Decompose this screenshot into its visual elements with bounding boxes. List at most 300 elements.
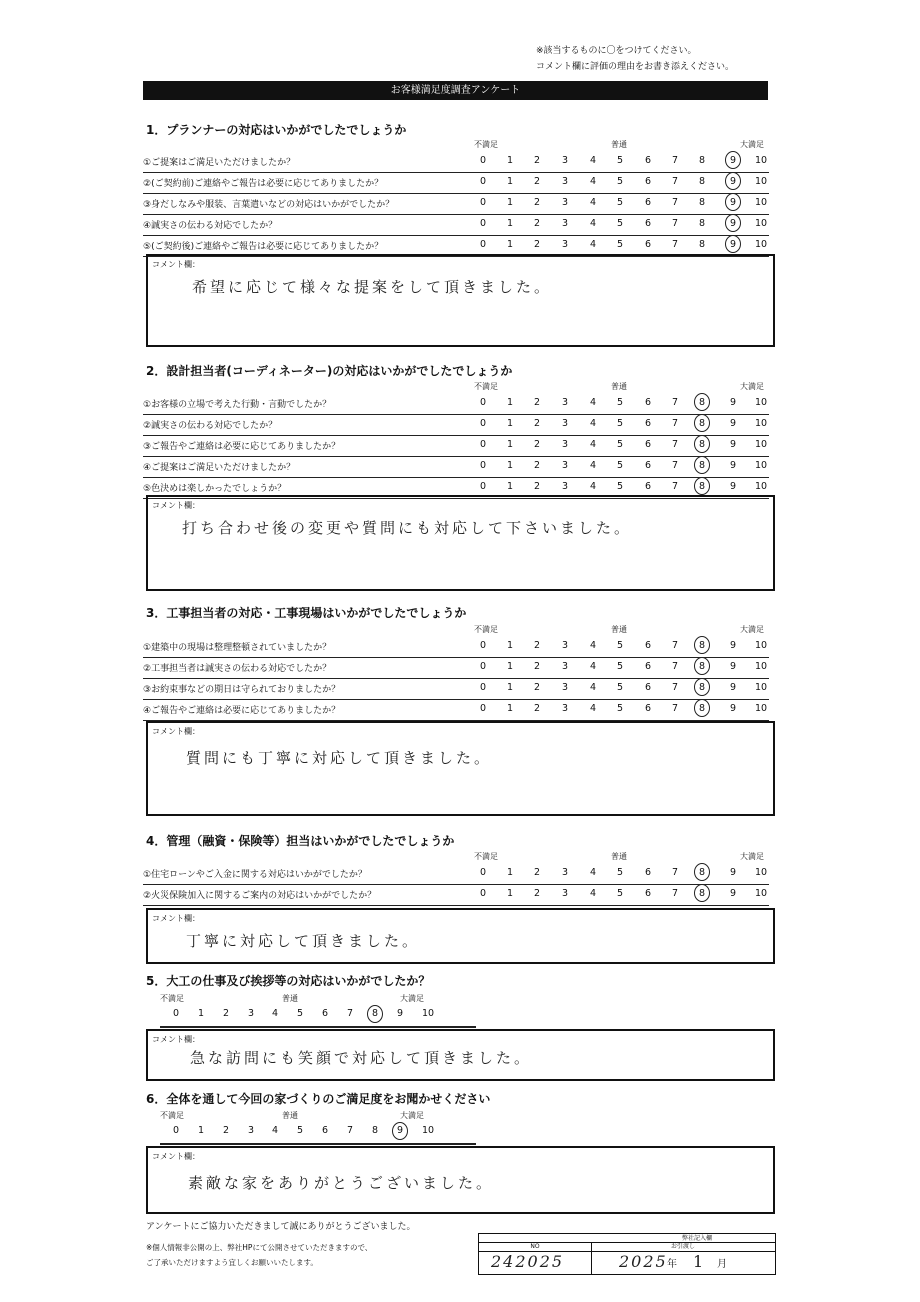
scale-option-1[interactable]: 1 [197, 1008, 205, 1019]
scale-option-7[interactable]: 7 [671, 460, 679, 471]
scale-option-8[interactable]: 8 [698, 661, 706, 672]
scale-option-7[interactable]: 7 [671, 176, 679, 187]
scale-label-high: 大満足 [400, 1111, 424, 1120]
selected-circle [694, 636, 710, 654]
scale-option-9[interactable]: 9 [729, 218, 737, 229]
scale-option-3[interactable]: 3 [561, 481, 569, 492]
scale-label-low: 不満足 [160, 994, 184, 1003]
scale-option-1[interactable]: 1 [506, 888, 514, 899]
scale-option-10[interactable]: 10 [754, 418, 768, 429]
year-value: 2025 [619, 1252, 668, 1271]
scale-option-10[interactable]: 10 [754, 197, 768, 208]
scale-label-high: 大満足 [740, 625, 764, 634]
scale-option-0[interactable]: 0 [479, 888, 487, 899]
scale-option-10[interactable]: 10 [754, 460, 768, 471]
selected-circle [694, 884, 710, 902]
comment-text: 打ち合わせ後の変更や質問にも対応して下さいました。 [182, 519, 633, 537]
scale-option-3[interactable]: 3 [561, 176, 569, 187]
selected-circle [694, 657, 710, 675]
question-label: ②火災保険加入に関するご案内の対応はいかがでしたか？ [143, 891, 377, 901]
scale-option-0[interactable]: 0 [479, 703, 487, 714]
scale-option-5[interactable]: 5 [616, 640, 624, 651]
scale-option-6[interactable]: 6 [644, 661, 652, 672]
scale-option-2[interactable]: 2 [533, 155, 541, 166]
selected-circle [367, 1005, 383, 1023]
scale-option-7[interactable]: 7 [671, 703, 679, 714]
scale-option-9[interactable]: 9 [729, 481, 737, 492]
selected-circle [392, 1122, 408, 1140]
scale-option-0[interactable]: 0 [479, 867, 487, 878]
question-label: ①ご提案はご満足いただけましたか？ [143, 158, 296, 168]
question-label: ③ご報告やご連絡は必要に応じてありましたか？ [143, 442, 341, 452]
comment-text: 希望に応じて様々な提案をして頂きました。 [192, 278, 553, 296]
scale-option-6[interactable]: 6 [644, 682, 652, 693]
comment-label: コメント欄： [152, 1035, 200, 1044]
scale-option-4[interactable]: 4 [589, 439, 597, 450]
scale-option-3[interactable]: 3 [561, 155, 569, 166]
scale-option-8[interactable]: 8 [698, 218, 706, 229]
scale-option-1[interactable]: 1 [506, 640, 514, 651]
scale-option-7[interactable]: 7 [671, 155, 679, 166]
scale-option-2[interactable]: 2 [533, 176, 541, 187]
scale-option-1[interactable]: 1 [506, 397, 514, 408]
scale-option-7[interactable]: 7 [671, 888, 679, 899]
scale-option-1[interactable]: 1 [506, 439, 514, 450]
scale-option-4[interactable]: 4 [589, 640, 597, 651]
scale-option-1[interactable]: 1 [506, 176, 514, 187]
scale-option-3[interactable]: 3 [561, 218, 569, 229]
scale-option-4[interactable]: 4 [589, 218, 597, 229]
section-overall-comment-box[interactable] [146, 1146, 775, 1214]
scale-option-7[interactable]: 7 [346, 1008, 354, 1019]
scale-option-5[interactable]: 5 [296, 1125, 304, 1136]
scale-option-6[interactable]: 6 [644, 218, 652, 229]
scale-option-0[interactable]: 0 [479, 460, 487, 471]
question-label: ③お約束事などの期日は守られておりましたか？ [143, 685, 341, 695]
question-row [143, 414, 769, 436]
selected-circle [725, 151, 741, 169]
scale-option-5[interactable]: 5 [616, 703, 624, 714]
footer-thanks: アンケートにご協力いただきまして誠にありがとうございました。 [146, 1222, 416, 1232]
scale-option-5[interactable]: 5 [616, 888, 624, 899]
scale-option-1[interactable]: 1 [506, 703, 514, 714]
comment-box[interactable] [146, 495, 775, 591]
scale-option-3[interactable]: 3 [561, 239, 569, 250]
scale-option-6[interactable]: 6 [644, 239, 652, 250]
scale-option-2[interactable]: 2 [533, 218, 541, 229]
scale-option-7[interactable]: 7 [346, 1125, 354, 1136]
question-row [143, 699, 769, 721]
question-label: ⑤色決めは楽しかったでしょうか？ [143, 484, 287, 494]
scale-option-9[interactable]: 9 [729, 867, 737, 878]
scale-option-4[interactable]: 4 [589, 661, 597, 672]
scale-option-8[interactable]: 8 [698, 867, 706, 878]
scale-option-8[interactable]: 8 [698, 418, 706, 429]
scale-option-9[interactable]: 9 [729, 197, 737, 208]
scale-option-6[interactable]: 6 [644, 460, 652, 471]
scale-option-4[interactable]: 4 [589, 418, 597, 429]
scale-option-8[interactable]: 8 [698, 460, 706, 471]
comment-label: コメント欄： [152, 1152, 200, 1161]
comment-label: コメント欄： [152, 501, 200, 510]
scale-label-mid: 普通 [611, 382, 627, 391]
scale-option-10[interactable]: 10 [754, 239, 768, 250]
scale-option-9[interactable]: 9 [729, 397, 737, 408]
selected-circle [694, 414, 710, 432]
scale-option-6[interactable]: 6 [321, 1125, 329, 1136]
selected-circle [694, 863, 710, 881]
scale-option-3[interactable]: 3 [247, 1008, 255, 1019]
scale-option-7[interactable]: 7 [671, 682, 679, 693]
scale-option-10[interactable]: 10 [421, 1125, 435, 1136]
question-label: ②誠実さの伝わる対応でしたか？ [143, 421, 278, 431]
scale-label-low: 不満足 [160, 1111, 184, 1120]
question-label: ①建築中の現場は整理整頓されていましたか？ [143, 643, 332, 653]
scale-option-7[interactable]: 7 [671, 239, 679, 250]
notice-line-1: ※該当するものに〇をつけてください。 [536, 46, 697, 56]
scale-option-10[interactable]: 10 [754, 867, 768, 878]
scale-option-9[interactable]: 9 [729, 439, 737, 450]
scale-option-8[interactable]: 8 [698, 176, 706, 187]
scale-label-high: 大満足 [740, 852, 764, 861]
scale-option-4[interactable]: 4 [589, 155, 597, 166]
scale-option-6[interactable]: 6 [644, 397, 652, 408]
scale-option-3[interactable]: 3 [561, 439, 569, 450]
scale-option-2[interactable]: 2 [533, 640, 541, 651]
scale-option-4[interactable]: 4 [589, 682, 597, 693]
question-label: ④誠実さの伝わる対応でしたか？ [143, 221, 278, 231]
scale-option-3[interactable]: 3 [561, 867, 569, 878]
section-title: 4．管理（融資・保険等）担当はいかがでしたでしょうか [146, 834, 455, 848]
scale-option-7[interactable]: 7 [671, 867, 679, 878]
scale-option-7[interactable]: 7 [671, 397, 679, 408]
scale-option-9[interactable]: 9 [729, 460, 737, 471]
scale-option-5[interactable]: 5 [296, 1008, 304, 1019]
scale-label-mid: 普通 [611, 140, 627, 149]
scale-option-9[interactable]: 9 [396, 1125, 404, 1136]
question-row [143, 435, 769, 457]
scale-option-2[interactable]: 2 [533, 661, 541, 672]
question-row [143, 636, 769, 658]
scale-option-8[interactable]: 8 [698, 397, 706, 408]
scale-option-6[interactable]: 6 [644, 197, 652, 208]
scale-option-8[interactable]: 8 [371, 1008, 379, 1019]
question-row [143, 456, 769, 478]
handover-label: お引渡し [670, 1243, 695, 1250]
scale-underline [160, 1026, 476, 1028]
scale-option-0[interactable]: 0 [479, 239, 487, 250]
scale-option-5[interactable]: 5 [616, 418, 624, 429]
scale-option-0[interactable]: 0 [479, 397, 487, 408]
question-label: ①お客様の立場で考えた行動・言動でしたか？ [143, 400, 332, 410]
scale-option-7[interactable]: 7 [671, 481, 679, 492]
scale-option-10[interactable]: 10 [754, 397, 768, 408]
scale-option-8[interactable]: 8 [698, 682, 706, 693]
selected-circle [694, 477, 710, 495]
year-unit: 年 [667, 1259, 677, 1270]
scale-option-3[interactable]: 3 [561, 703, 569, 714]
scale-option-9[interactable]: 9 [729, 418, 737, 429]
scale-option-8[interactable]: 8 [698, 703, 706, 714]
scale-option-9[interactable]: 9 [729, 640, 737, 651]
scale-option-1[interactable]: 1 [506, 460, 514, 471]
scale-option-7[interactable]: 7 [671, 640, 679, 651]
scale-option-10[interactable]: 10 [754, 661, 768, 672]
scale-option-0[interactable]: 0 [479, 640, 487, 651]
scale-option-5[interactable]: 5 [616, 197, 624, 208]
comment-text: 丁寧に対応して頂きました。 [186, 932, 421, 950]
scale-option-3[interactable]: 3 [561, 418, 569, 429]
comment-label: コメント欄： [152, 914, 200, 923]
scale-option-10[interactable]: 10 [754, 176, 768, 187]
scale-label-mid: 普通 [611, 852, 627, 861]
selected-circle [694, 678, 710, 696]
scale-label-low: 不満足 [474, 625, 498, 634]
comment-text: 急な訪問にも笑顔で対応して頂きました。 [190, 1049, 533, 1067]
scale-option-4[interactable]: 4 [589, 197, 597, 208]
scale-option-0[interactable]: 0 [172, 1125, 180, 1136]
scale-option-8[interactable]: 8 [698, 239, 706, 250]
selected-circle [725, 172, 741, 190]
scale-option-10[interactable]: 10 [421, 1008, 435, 1019]
scale-option-10[interactable]: 10 [754, 155, 768, 166]
scale-option-2[interactable]: 2 [533, 481, 541, 492]
scale-option-3[interactable]: 3 [561, 397, 569, 408]
scale-option-0[interactable]: 0 [479, 418, 487, 429]
scale-option-4[interactable]: 4 [589, 703, 597, 714]
question-row [143, 151, 769, 173]
scale-option-1[interactable]: 1 [506, 661, 514, 672]
question-label: ⑤(ご契約後)ご連絡やご報告は必要に応じてありましたか？ [143, 242, 384, 252]
scale-option-10[interactable]: 10 [754, 481, 768, 492]
scale-option-6[interactable]: 6 [644, 867, 652, 878]
section-title: 1．プランナーの対応はいかがでしたでしょうか [146, 123, 407, 137]
section-carpenter-title: 5．大工の仕事及び挨拶等の対応はいかがでしたか？ [146, 974, 431, 988]
scale-option-6[interactable]: 6 [644, 888, 652, 899]
scale-label-high: 大満足 [400, 994, 424, 1003]
scale-option-2[interactable]: 2 [222, 1125, 230, 1136]
survey-title: お客様満足度調査アンケート [143, 81, 768, 100]
scale-label-low: 不満足 [474, 382, 498, 391]
scale-option-7[interactable]: 7 [671, 439, 679, 450]
question-row [143, 863, 769, 885]
scale-option-0[interactable]: 0 [479, 197, 487, 208]
scale-option-6[interactable]: 6 [644, 176, 652, 187]
scale-option-7[interactable]: 7 [671, 218, 679, 229]
scale-label-high: 大満足 [740, 382, 764, 391]
scale-option-10[interactable]: 10 [754, 888, 768, 899]
question-label: ①住宅ローンやご入金に関する対応はいかがでしたか？ [143, 870, 367, 880]
scale-option-5[interactable]: 5 [616, 661, 624, 672]
scale-option-3[interactable]: 3 [247, 1125, 255, 1136]
comment-text: 質問にも丁寧に対応して頂きました。 [186, 749, 493, 767]
question-row [143, 214, 769, 236]
scale-option-8[interactable]: 8 [698, 481, 706, 492]
scale-option-9[interactable]: 9 [729, 176, 737, 187]
selected-circle [725, 214, 741, 232]
scale-option-1[interactable]: 1 [506, 418, 514, 429]
scale-option-3[interactable]: 3 [561, 661, 569, 672]
scale-option-2[interactable]: 2 [533, 703, 541, 714]
selected-circle [725, 235, 741, 253]
month-value: 1 [693, 1252, 707, 1271]
scale-option-0[interactable]: 0 [479, 218, 487, 229]
question-row [143, 172, 769, 194]
scale-option-4[interactable]: 4 [589, 239, 597, 250]
comment-label: コメント欄： [152, 260, 200, 269]
scale-option-3[interactable]: 3 [561, 197, 569, 208]
scale-option-2[interactable]: 2 [533, 197, 541, 208]
selected-circle [694, 435, 710, 453]
scale-label-mid: 普通 [611, 625, 627, 634]
scale-option-2[interactable]: 2 [533, 439, 541, 450]
scale-option-4[interactable]: 4 [589, 397, 597, 408]
question-row [143, 678, 769, 700]
scale-option-5[interactable]: 5 [616, 481, 624, 492]
scale-option-0[interactable]: 0 [479, 682, 487, 693]
scale-label-mid: 普通 [282, 1111, 298, 1120]
scale-option-8[interactable]: 8 [698, 439, 706, 450]
scale-option-6[interactable]: 6 [644, 439, 652, 450]
scale-option-1[interactable]: 1 [506, 867, 514, 878]
scale-option-5[interactable]: 5 [616, 439, 624, 450]
section-title: 3．工事担当者の対応・工事現場はいかがでしたでしょうか [146, 606, 467, 620]
scale-option-2[interactable]: 2 [533, 867, 541, 878]
footer-privacy-2: ご了承いただけますよう宜しくお願いいたします。 [146, 1258, 318, 1267]
scale-option-9[interactable]: 9 [729, 155, 737, 166]
scale-option-9[interactable]: 9 [729, 239, 737, 250]
notice-line-2: コメント欄に評価の理由をお書き添えください。 [536, 62, 735, 72]
scale-option-0[interactable]: 0 [479, 481, 487, 492]
scale-option-8[interactable]: 8 [698, 888, 706, 899]
scale-underline [160, 1143, 476, 1145]
scale-option-4[interactable]: 4 [271, 1008, 279, 1019]
footer-privacy-1: ※個人情報非公開の上、弊社HPにて公開させていただきますので、 [146, 1243, 373, 1252]
scale-option-10[interactable]: 10 [754, 439, 768, 450]
no-value: 242025 [491, 1252, 565, 1271]
scale-option-3[interactable]: 3 [561, 888, 569, 899]
scale-option-10[interactable]: 10 [754, 703, 768, 714]
scale-label-high: 大満足 [740, 140, 764, 149]
office-use-box [478, 1233, 776, 1275]
scale-option-0[interactable]: 0 [479, 176, 487, 187]
scale-option-7[interactable]: 7 [671, 197, 679, 208]
scale-option-9[interactable]: 9 [729, 888, 737, 899]
scale-option-6[interactable]: 6 [321, 1008, 329, 1019]
scale-option-9[interactable]: 9 [729, 703, 737, 714]
scale-option-7[interactable]: 7 [671, 661, 679, 672]
month-unit: 月 [717, 1259, 727, 1270]
scale-option-6[interactable]: 6 [644, 418, 652, 429]
scale-option-4[interactable]: 4 [589, 867, 597, 878]
selected-circle [694, 456, 710, 474]
scale-option-9[interactable]: 9 [396, 1008, 404, 1019]
scale-option-2[interactable]: 2 [533, 397, 541, 408]
scale-option-5[interactable]: 5 [616, 155, 624, 166]
scale-option-1[interactable]: 1 [506, 481, 514, 492]
scale-option-1[interactable]: 1 [506, 682, 514, 693]
scale-option-6[interactable]: 6 [644, 703, 652, 714]
no-label: NO [530, 1243, 540, 1250]
comment-text: 素敵な家をありがとうございました。 [188, 1174, 495, 1192]
scale-label-low: 不満足 [474, 852, 498, 861]
scale-option-5[interactable]: 5 [616, 176, 624, 187]
scale-option-4[interactable]: 4 [271, 1125, 279, 1136]
scale-option-0[interactable]: 0 [479, 155, 487, 166]
scale-option-5[interactable]: 5 [616, 682, 624, 693]
selected-circle [694, 699, 710, 717]
scale-option-5[interactable]: 5 [616, 460, 624, 471]
scale-option-8[interactable]: 8 [698, 155, 706, 166]
scale-option-2[interactable]: 2 [533, 682, 541, 693]
question-label: ④ご提案はご満足いただけましたか？ [143, 463, 296, 473]
scale-option-1[interactable]: 1 [506, 155, 514, 166]
scale-option-6[interactable]: 6 [644, 481, 652, 492]
section-overall-title: 6．全体を通して今回の家づくりのご満足度をお聞かせください [146, 1092, 491, 1106]
office-use-label: 弊社記入欄 [479, 1234, 775, 1243]
scale-option-5[interactable]: 5 [616, 218, 624, 229]
scale-option-5[interactable]: 5 [616, 239, 624, 250]
scale-option-3[interactable]: 3 [561, 682, 569, 693]
scale-option-9[interactable]: 9 [729, 661, 737, 672]
scale-option-1[interactable]: 1 [506, 218, 514, 229]
scale-option-8[interactable]: 8 [698, 197, 706, 208]
comment-box[interactable] [146, 721, 775, 816]
selected-circle [694, 393, 710, 411]
scale-option-4[interactable]: 4 [589, 460, 597, 471]
scale-option-10[interactable]: 10 [754, 682, 768, 693]
comment-box[interactable] [146, 908, 775, 964]
scale-option-1[interactable]: 1 [506, 197, 514, 208]
scale-option-2[interactable]: 2 [533, 418, 541, 429]
scale-option-0[interactable]: 0 [172, 1008, 180, 1019]
scale-option-6[interactable]: 6 [644, 640, 652, 651]
scale-option-2[interactable]: 2 [533, 888, 541, 899]
question-label: ②工事担当者は誠実さの伝わる対応でしたか？ [143, 664, 332, 674]
scale-option-2[interactable]: 2 [533, 460, 541, 471]
scale-label-low: 不満足 [474, 140, 498, 149]
scale-option-4[interactable]: 4 [589, 481, 597, 492]
scale-option-10[interactable]: 10 [754, 640, 768, 651]
scale-option-0[interactable]: 0 [479, 439, 487, 450]
question-row [143, 393, 769, 415]
scale-option-9[interactable]: 9 [729, 682, 737, 693]
comment-box[interactable] [146, 254, 775, 347]
scale-option-5[interactable]: 5 [616, 397, 624, 408]
scale-option-6[interactable]: 6 [644, 155, 652, 166]
scale-option-7[interactable]: 7 [671, 418, 679, 429]
scale-option-1[interactable]: 1 [197, 1125, 205, 1136]
scale-option-10[interactable]: 10 [754, 218, 768, 229]
scale-option-8[interactable]: 8 [371, 1125, 379, 1136]
scale-label-mid: 普通 [282, 994, 298, 1003]
scale-option-1[interactable]: 1 [506, 239, 514, 250]
question-row [143, 193, 769, 215]
section-carpenter-comment-box[interactable] [146, 1029, 775, 1081]
scale-option-0[interactable]: 0 [479, 661, 487, 672]
question-label: ④ご報告やご連絡は必要に応じてありましたか？ [143, 706, 341, 716]
selected-circle [725, 193, 741, 211]
question-label: ③身だしなみや服装、言葉遣いなどの対応はいかがでしたか？ [143, 200, 395, 210]
scale-option-5[interactable]: 5 [616, 867, 624, 878]
scale-option-2[interactable]: 2 [533, 239, 541, 250]
scale-option-2[interactable]: 2 [222, 1008, 230, 1019]
scale-option-4[interactable]: 4 [589, 888, 597, 899]
scale-option-8[interactable]: 8 [698, 640, 706, 651]
scale-option-3[interactable]: 3 [561, 640, 569, 651]
scale-option-4[interactable]: 4 [589, 176, 597, 187]
scale-option-3[interactable]: 3 [561, 460, 569, 471]
